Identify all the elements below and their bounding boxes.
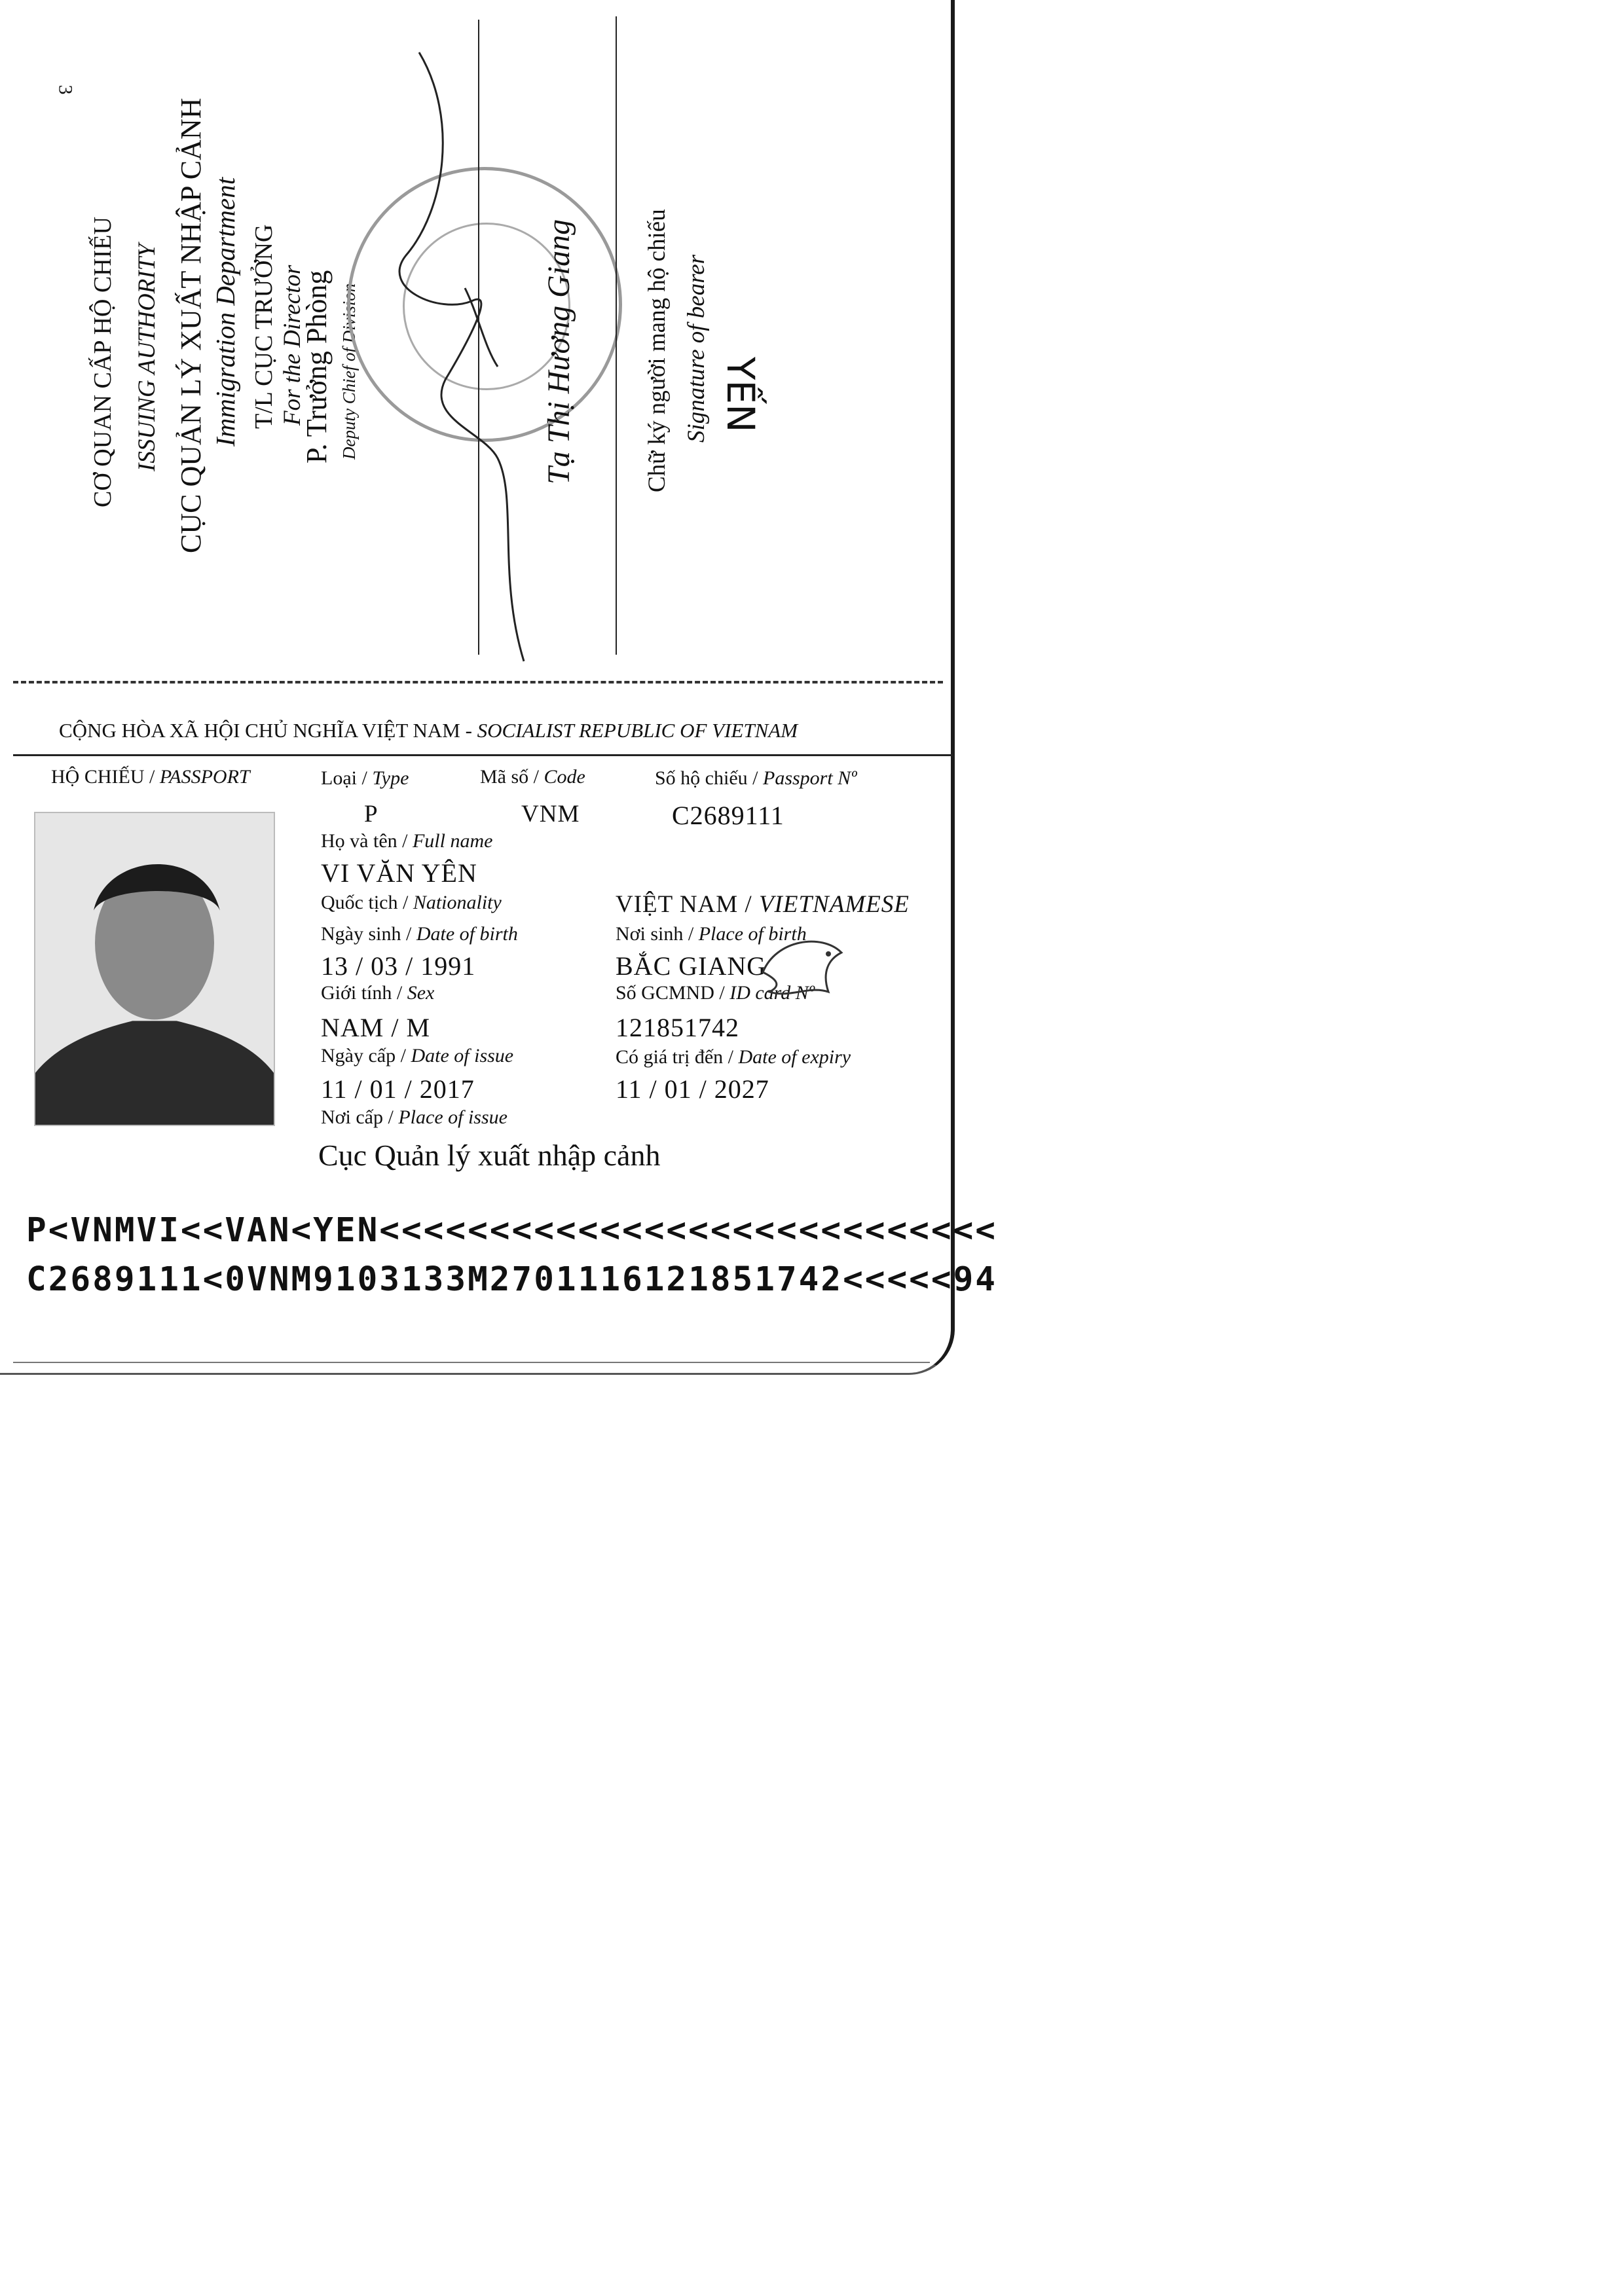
portrait-image [35,813,274,1125]
document-title: HỘ CHIẾU / PASSPORT [51,766,250,788]
id-card-value: 121851742 [616,1013,739,1042]
date-of-birth-label: Ngày sinh / Date of birth [321,923,518,945]
signer-name: Tạ Thị Hương Giang [542,219,576,484]
divider-line [478,20,479,655]
place-of-issue-label: Nơi cấp / Place of issue [321,1106,507,1128]
country-header-en: SOCIALIST REPUBLIC OF VIETNAM [477,719,798,742]
authority-title-vi: CƠ QUAN CẤP HỘ CHIẾU [89,216,117,507]
bearer-signature-label-vi: Chữ ký người mang hộ chiếu [644,209,671,492]
nationality-value: VIỆT NAM / VIETNAMESE [616,891,910,918]
country-header-vi: CỘNG HÒA XÃ HỘI CHỦ NGHĨA VIỆT NAM - [59,719,477,742]
mrz-line-1: P<VNMVI<<VAN<YEN<<<<<<<<<<<<<<<<<<<<<<<<<<<< [26,1211,998,1250]
bearer-signature-label-en: Signature of bearer [683,254,710,443]
date-of-issue-value: 11 / 01 / 2017 [321,1074,475,1104]
sex-value: NAM / M [321,1013,431,1042]
header-rule [13,754,953,756]
passport-number-label: Số hộ chiếu / Passport Nº [655,767,857,789]
code-value: VNM [521,801,580,828]
date-of-issue-label: Ngày cấp / Date of issue [321,1045,514,1066]
authority-title-en: ISSUING AUTHORITY [134,244,160,471]
director-proxy-vi: T/L CỤC TRƯỞNG [250,224,278,429]
place-of-issue-value: Cục Quản lý xuất nhập cảnh [318,1139,661,1172]
bearer-signature: YẾN [718,357,763,433]
holder-photo [34,812,275,1126]
page-number: 3 [54,84,77,95]
signer-title-en: Deputy Chief of Division [339,283,359,460]
divider-line [616,16,617,655]
department-name-vi: CỤC QUẢN LÝ XUẤT NHẬP CẢNH [175,98,207,553]
place-of-birth-value: BẮC GIANG [616,951,767,981]
nationality-label: Quốc tịch / Nationality [321,892,502,913]
full-name-label: Họ và tên / Full name [321,830,493,852]
date-of-expiry-value: 11 / 01 / 2027 [616,1074,769,1104]
id-card-label: Số GCMND / ID card Nº [616,982,815,1004]
sex-label: Giới tính / Sex [321,982,435,1004]
passport-number-value: C2689111 [672,801,784,830]
mrz-line-2: C2689111<0VNM9103133M2701116121851742<<<<<94 [26,1260,998,1299]
director-proxy-en: For the Director [279,264,306,426]
full-name-value: VI VĂN YÊN [321,858,477,888]
department-name-en: Immigration Department [210,177,240,446]
country-header [59,719,798,742]
date-of-birth-value: 13 / 03 / 1991 [321,951,476,981]
fold-line [13,681,943,683]
page-bottom-edge [13,1362,930,1363]
type-label: Loại / Type [321,767,409,789]
passport-page [0,0,998,1375]
date-of-expiry-label: Có giá trị đến / Date of expiry [616,1046,851,1068]
dove-stamp-icon [750,913,855,1018]
type-value: P [364,801,378,828]
code-label: Mã số / Code [480,766,585,788]
place-of-birth-label: Nơi sinh / Place of birth [616,923,807,945]
signer-title-vi: P. Trưởng Phòng [301,270,333,464]
